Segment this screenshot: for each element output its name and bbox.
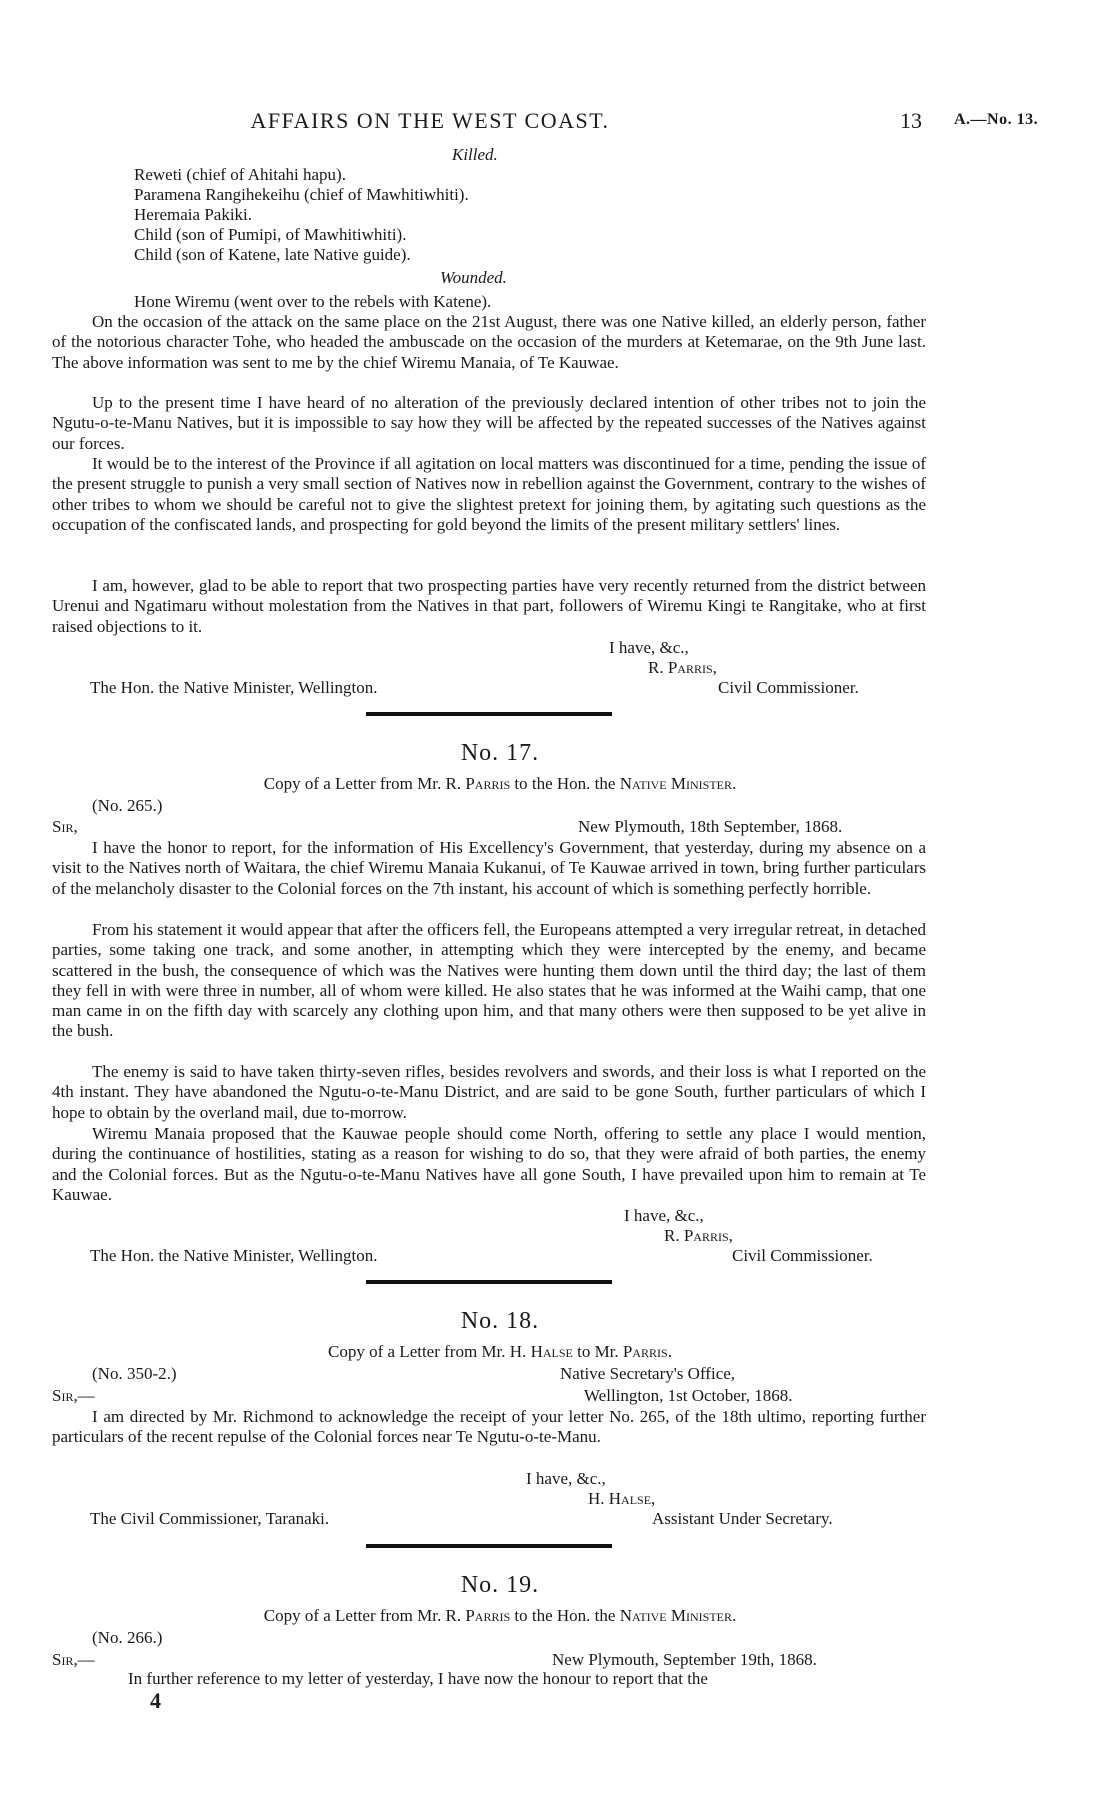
salutation: Sir,— xyxy=(52,1386,95,1405)
closing: I have, &c., xyxy=(624,1206,704,1225)
list-item: Child (son of Katene, late Native guide). xyxy=(134,245,411,264)
signature: R. Parris, xyxy=(648,658,717,677)
paper-reference: A.—No. 13. xyxy=(954,111,1039,128)
body-paragraph: On the occasion of the attack on the same place on the 21st August, there was one Native killed, an elderly person, father of the notorious character Tohe, who headed the ambuscade on the occasion of the murders at Ketemarae, on the 9th June last. The above information was sent to me by the chief Wiremu Manaia, of Te Kauwae. xyxy=(52,312,926,372)
copy-to: Native Minister. xyxy=(619,1606,737,1625)
body-paragraph: Up to the present time I have heard of no alteration of the previously declared intention of other tribes not to join the Ngutu-o-te-Manu Natives, but it is impossible to say how they will be affected by the repeated successes of the Natives against our forces. xyxy=(52,393,926,453)
signature-mark: 4 xyxy=(150,1688,161,1713)
page-number: 13 xyxy=(900,108,922,133)
section-divider xyxy=(366,712,612,716)
place-date: New Plymouth, 18th September, 1868. xyxy=(578,817,843,836)
body-paragraph: I have the honor to report, for the information of His Excellency's Government, that yesterday, during my absence on a visit to the Natives north of Waitara, the chief Wiremu Manaia Kukanui, of Te Kauwae arrived in town, bring further particulars of the melancholy disaster to the Colonial forces on the 7th instant, his account of which is something perfectly horrible. xyxy=(52,838,926,898)
body-paragraph: I am, however, glad to be able to report that two prospecting parties have very recently returned from the district between Urenui and Ngatimaru without molestation from the Natives in that part, followers of Wiremu Kingi te Rangitake, who at first raised objections to it. xyxy=(52,576,926,636)
list-item: Child (son of Pumipi, of Mawhitiwhiti). xyxy=(134,225,407,244)
salutation: Sir, xyxy=(52,817,78,836)
closing: I have, &c., xyxy=(526,1469,606,1488)
letter-description xyxy=(0,1342,1000,1362)
closing: I have, &c., xyxy=(609,638,689,657)
copy-from: Parris xyxy=(465,774,511,793)
body-paragraph: Wiremu Manaia proposed that the Kauwae people should come North, offering to settle any place I would mention, during the continuance of hostilities, stating as a reason for wishing to do so, that they were afraid of both parties, the enemy and the Colonial forces. But as the Ngutu-o-te-Manu Natives have all gone South, I have prevailed upon him to remain at Te Kauwae. xyxy=(52,1124,926,1204)
copy-prefix: Copy of a Letter from Mr. H. xyxy=(328,1342,527,1361)
body-paragraph: From his statement it would appear that after the officers fell, the Europeans attempted a very irregular retreat, in detached parties, some taking one track, and some another, in attempting which they were intercepted by the enemy, and became scattered in the bush, the consequence of which was the Natives were hunting them down until the third day; the last of them they fell in with were three in number, all of whom were killed. He also states that he was informed at the Waihi camp, that one man came in on the fifth day with scarcely any clothing upon him, and that many others were then supposed to be yet alive in the bush. xyxy=(52,920,926,1041)
place-date: Wellington, 1st October, 1868. xyxy=(584,1386,793,1405)
body-paragraph: The enemy is said to have taken thirty-seven rifles, besides revolvers and swords, and their loss is what I reported on the 4th instant. They have abandoned the Ngutu-o-te-Manu District, and are said to be gone South, further particulars of which I hope to obtain by the overland mail, due to-morrow. xyxy=(52,1062,926,1122)
office: Native Secretary's Office, xyxy=(560,1364,736,1383)
letter-number-heading: No. 19. xyxy=(460,1572,540,1598)
list-item: Paramena Rangihekeihu (chief of Mawhitiwhiti). xyxy=(134,185,469,204)
copy-from: Parris xyxy=(465,1606,511,1625)
copy-from: Halse xyxy=(530,1342,573,1361)
signatory-title: Assistant Under Secretary. xyxy=(652,1509,833,1528)
copy-prefix: Copy of a Letter from Mr. R. xyxy=(263,774,462,793)
addressee: The Hon. the Native Minister, Wellington. xyxy=(90,1246,378,1265)
signature: R. Parris, xyxy=(664,1226,733,1245)
wounded-heading: Wounded. xyxy=(440,268,507,287)
addressee: The Civil Commissioner, Taranaki. xyxy=(90,1509,330,1528)
addressee: The Hon. the Native Minister, Wellington. xyxy=(90,678,378,697)
copy-to: Native Minister. xyxy=(619,774,737,793)
signatory-title: Civil Commissioner. xyxy=(718,678,859,697)
copy-mid: to the Hon. the xyxy=(514,774,616,793)
list-item: Hone Wiremu (went over to the rebels with Katene). xyxy=(134,292,492,311)
signatory-title: Civil Commissioner. xyxy=(732,1246,873,1265)
killed-heading: Killed. xyxy=(452,145,498,164)
letter-description xyxy=(0,1606,1000,1626)
copy-prefix: Copy of a Letter from Mr. R. xyxy=(263,1606,462,1625)
letter-number-heading: No. 17. xyxy=(460,740,540,766)
body-paragraph: I am directed by Mr. Richmond to acknowledge the receipt of your letter No. 265, of the 18th ultimo, reporting further particulars of the recent repulse of the Colonial forces near Te Ngutu-o-te-Manu. xyxy=(52,1407,926,1447)
copy-to: Parris. xyxy=(622,1342,672,1361)
letter-ref: (No. 350-2.) xyxy=(92,1364,177,1383)
list-item: Reweti (chief of Ahitahi hapu). xyxy=(134,165,346,184)
body-paragraph: It would be to the interest of the Province if all agitation on local matters was discontinued for a time, pending the issue of the present struggle to punish a very small section of Natives now in rebellion against the Government, contrary to the wishes of other tribes to whom we should be careful not to give the slightest pretext for joining them, by agitating such questions as the occupation of the confiscated lands, and prospecting for gold beyond the limits of the present military settlers' lines. xyxy=(52,454,926,534)
section-divider xyxy=(366,1280,612,1284)
section-divider xyxy=(366,1544,612,1548)
copy-mid: to the Hon. the xyxy=(514,1606,616,1625)
signature: H. Halse, xyxy=(588,1489,656,1508)
place-date: New Plymouth, September 19th, 1868. xyxy=(552,1650,817,1669)
list-item: Heremaia Pakiki. xyxy=(134,205,253,224)
letter-number-heading: No. 18. xyxy=(460,1308,540,1334)
page-title: AFFAIRS ON THE WEST COAST. xyxy=(250,108,610,133)
salutation: Sir,— xyxy=(52,1650,95,1669)
copy-mid: to Mr. xyxy=(577,1342,619,1361)
letter-ref: (No. 265.) xyxy=(92,796,163,815)
body-paragraph: In further reference to my letter of yesterday, I have now the honour to report that the xyxy=(128,1669,708,1688)
letter-ref: (No. 266.) xyxy=(92,1628,163,1647)
letter-description xyxy=(0,774,1000,794)
